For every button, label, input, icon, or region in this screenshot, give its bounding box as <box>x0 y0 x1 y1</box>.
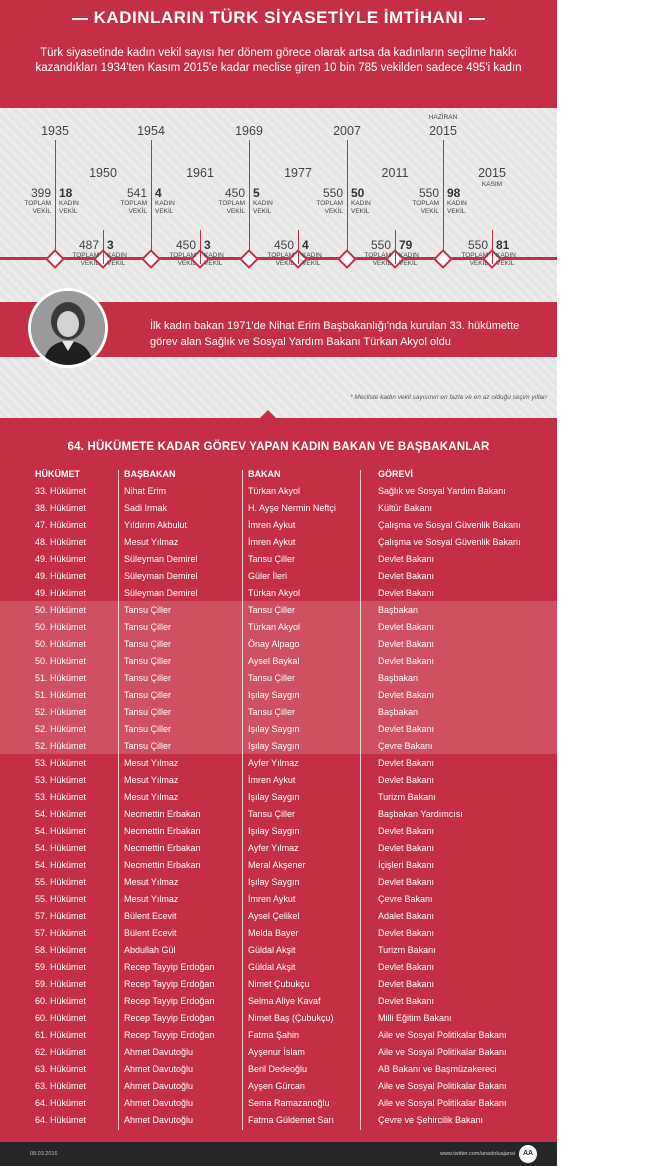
total-deputies-label: TOPLAM VEKİL <box>24 200 51 215</box>
table-row <box>0 994 557 1011</box>
row-minister: Ayfer Yılmaz <box>248 843 299 853</box>
timeline <box>0 108 557 418</box>
table-row <box>0 637 557 654</box>
row-government: 54. Hükümet <box>35 826 87 836</box>
row-minister: Işılay Saygın <box>248 741 300 751</box>
row-government: 38. Hükümet <box>35 503 87 513</box>
table-row <box>0 858 557 875</box>
row-minister: H. Ayşe Nermin Neftçi <box>248 503 336 513</box>
women-deputies-label: KADIN VEKİL <box>496 252 516 267</box>
page-title <box>0 8 557 28</box>
row-role: Başbakan <box>378 673 419 683</box>
row-role: Devlet Bakanı <box>378 724 435 734</box>
total-deputies-label: TOPLAM VEKİL <box>218 200 245 215</box>
col-header-pm: BAŞBAKAN <box>124 469 176 479</box>
row-government: 50. Hükümet <box>35 605 87 615</box>
total-deputies-label: TOPLAM VEKİL <box>267 252 294 267</box>
stat-divider <box>103 230 104 264</box>
row-prime-minister: Necmettin Erbakan <box>124 809 201 819</box>
women-deputies-label: KADIN VEKİL <box>59 200 79 215</box>
row-prime-minister: Tansu Çiller <box>124 673 172 683</box>
table-row <box>0 1062 557 1079</box>
women-deputies: 81 <box>496 238 510 252</box>
row-role: Sağlık ve Sosyal Yardım Bakanı <box>378 486 506 496</box>
row-government: 49. Hükümet <box>35 554 87 564</box>
table-row <box>0 875 557 892</box>
stat-divider <box>249 178 250 212</box>
row-government: 52. Hükümet <box>35 741 87 751</box>
row-minister: Fatma Şahin <box>248 1030 300 1040</box>
row-prime-minister: Tansu Çiller <box>124 707 172 717</box>
timeline-year: 1969 <box>235 124 263 138</box>
row-role: Turizm Bakanı <box>378 945 436 955</box>
row-prime-minister: Necmettin Erbakan <box>124 843 201 853</box>
title-rule-left <box>72 18 88 20</box>
row-role: Devlet Bakanı <box>378 826 435 836</box>
total-deputies-label: TOPLAM VEKİL <box>169 252 196 267</box>
row-minister: Aysel Baykal <box>248 656 300 666</box>
row-minister: Tansu Çiller <box>248 673 296 683</box>
row-government: 50. Hükümet <box>35 622 87 632</box>
row-government: 53. Hükümet <box>35 775 87 785</box>
table-row <box>0 790 557 807</box>
row-minister: Tansu Çiller <box>248 707 296 717</box>
timeline-year: 1977 <box>284 166 312 180</box>
table-row <box>0 1113 557 1130</box>
row-minister: İmren Aykut <box>248 894 296 904</box>
table-row <box>0 722 557 739</box>
row-government: 64. Hükümet <box>35 1115 87 1125</box>
row-role: Aile ve Sosyal Politikalar Bakanı <box>378 1047 507 1057</box>
row-government: 55. Hükümet <box>35 877 87 887</box>
row-prime-minister: Mesut Yılmaz <box>124 758 179 768</box>
row-minister: Ayşenur İslam <box>248 1047 305 1057</box>
row-government: 50. Hükümet <box>35 639 87 649</box>
row-role: Devlet Bakanı <box>378 758 435 768</box>
title-text: KADINLARIN TÜRK SİYASETİYLE İMTİHANI <box>93 8 464 27</box>
row-prime-minister: Bülent Ecevit <box>124 928 177 938</box>
col-header-role: GÖREVİ <box>378 469 414 479</box>
footer-date: 08.03.2016 <box>30 1151 58 1157</box>
footer-website: www.twitter.com/anadoluajansi <box>440 1151 515 1157</box>
table-row <box>0 977 557 994</box>
row-minister: Işılay Saygın <box>248 690 300 700</box>
row-minister: Selma Aliye Kavaf <box>248 996 321 1006</box>
timeline-year: 1935 <box>41 124 69 138</box>
timeline-year: 1950 <box>89 166 117 180</box>
total-deputies-label: TOPLAM VEKİL <box>364 252 391 267</box>
women-deputies-label: KADIN VEKİL <box>302 252 322 267</box>
stat-divider <box>443 178 444 212</box>
row-prime-minister: Necmettin Erbakan <box>124 826 201 836</box>
table-row <box>0 705 557 722</box>
table-row <box>0 535 557 552</box>
row-role: Devlet Bakanı <box>378 571 435 581</box>
row-prime-minister: Mesut Yılmaz <box>124 792 179 802</box>
table-row <box>0 960 557 977</box>
row-prime-minister: Mesut Yılmaz <box>124 877 179 887</box>
row-government: 58. Hükümet <box>35 945 87 955</box>
row-prime-minister: Tansu Çiller <box>124 605 172 615</box>
row-prime-minister: Tansu Çiller <box>124 690 172 700</box>
row-minister: Tansu Çiller <box>248 605 296 615</box>
row-minister: İmren Aykut <box>248 537 296 547</box>
first-minister-text: İlk kadın bakan 1971'de Nihat Erim Başbakanlığı'nda kurulan 33. hükümette görev alan Sağlık ve Sosyal Yardım Bakanı Türkan Akyol oldu <box>150 320 520 348</box>
row-prime-minister: Sadi Irmak <box>124 503 168 513</box>
timeline-year: 1954 <box>137 124 165 138</box>
stat-divider <box>200 230 201 264</box>
row-role: Başbakan <box>378 605 419 615</box>
row-minister: Türkan Akyol <box>248 486 301 496</box>
row-minister: Işılay Saygın <box>248 724 300 734</box>
row-minister: Meral Akşener <box>248 860 306 870</box>
row-government: 52. Hükümet <box>35 707 87 717</box>
women-deputies: 5 <box>253 186 260 200</box>
row-government: 59. Hükümet <box>35 979 87 989</box>
total-deputies: 550 <box>467 238 488 252</box>
row-prime-minister: Recep Tayyip Erdoğan <box>124 996 215 1006</box>
row-role: Çevre Bakanı <box>378 894 433 904</box>
row-government: 61. Hükümet <box>35 1030 87 1040</box>
row-prime-minister: Necmettin Erbakan <box>124 860 201 870</box>
table-row <box>0 1096 557 1113</box>
row-government: 51. Hükümet <box>35 673 87 683</box>
total-deputies: 550 <box>418 186 439 200</box>
row-role: Çevre ve Şehircilik Bakanı <box>378 1115 484 1125</box>
table-row <box>0 739 557 756</box>
row-prime-minister: Ahmet Davutoğlu <box>124 1098 194 1108</box>
row-prime-minister: Süleyman Demirel <box>124 554 198 564</box>
row-prime-minister: Ahmet Davutoğlu <box>124 1064 194 1074</box>
timeline-year-suffix: KASIM <box>481 181 503 188</box>
row-government: 50. Hükümet <box>35 656 87 666</box>
table-row <box>0 1028 557 1045</box>
col-header-gov: HÜKÜMET <box>35 469 80 479</box>
table-row <box>0 824 557 841</box>
row-government: 60. Hükümet <box>35 1013 87 1023</box>
table-title: 64. HÜKÜMETE KADAR GÖREV YAPAN KADIN BAKAN VE BAŞBAKANLAR <box>67 441 490 453</box>
row-prime-minister: Ahmet Davutoğlu <box>124 1081 194 1091</box>
table-row <box>0 586 557 603</box>
timeline-year-prefix: HAZİRAN <box>428 114 458 121</box>
row-minister: Melda Bayer <box>248 928 299 938</box>
table-body <box>0 484 557 1130</box>
row-prime-minister: Recep Tayyip Erdoğan <box>124 1013 215 1023</box>
row-minister: Işılay Saygın <box>248 792 300 802</box>
women-deputies-label: KADIN VEKİL <box>399 252 419 267</box>
row-government: 47. Hükümet <box>35 520 87 530</box>
table-row <box>0 892 557 909</box>
table-row <box>0 484 557 501</box>
row-role: Aile ve Sosyal Politikalar Bakanı <box>378 1030 507 1040</box>
timeline-note: * Mecliste kadın vekil sayısının en fazla ve en az olduğu seçim yılları <box>350 394 547 401</box>
stat-divider <box>298 230 299 264</box>
women-deputies-label: KADIN VEKİL <box>155 200 175 215</box>
table-row <box>0 756 557 773</box>
women-deputies-label: KADIN VEKİL <box>351 200 371 215</box>
women-deputies-label: KADIN VEKİL <box>253 200 273 215</box>
row-government: 63. Hükümet <box>35 1081 87 1091</box>
row-role: Çevre Bakanı <box>378 741 433 751</box>
table-row <box>0 671 557 688</box>
row-role: Devlet Bakanı <box>378 554 435 564</box>
total-deputies-label: TOPLAM VEKİL <box>120 200 147 215</box>
row-role: Başbakan Yardımcısı <box>378 809 463 819</box>
table-row <box>0 518 557 535</box>
row-role: Devlet Bakanı <box>378 690 435 700</box>
total-deputies: 541 <box>126 186 147 200</box>
row-prime-minister: Ahmet Davutoğlu <box>124 1115 194 1125</box>
row-role: Adalet Bakanı <box>378 911 435 921</box>
timeline-year: 2007 <box>333 124 361 138</box>
timeline-year: 2011 <box>381 166 409 180</box>
timeline-year: 2015 <box>478 166 506 180</box>
women-deputies: 3 <box>204 238 211 252</box>
row-government: 54. Hükümet <box>35 809 87 819</box>
row-government: 57. Hükümet <box>35 911 87 921</box>
row-role: İçişleri Bakanı <box>378 860 435 870</box>
women-deputies: 4 <box>302 238 309 252</box>
table-row <box>0 1079 557 1096</box>
row-minister: Güldal Akşit <box>248 945 296 955</box>
total-deputies-label: TOPLAM VEKİL <box>461 252 488 267</box>
row-role: Devlet Bakanı <box>378 996 435 1006</box>
women-deputies: 79 <box>399 238 413 252</box>
women-deputies: 4 <box>155 186 162 200</box>
row-prime-minister: Tansu Çiller <box>124 656 172 666</box>
row-prime-minister: Mesut Yılmaz <box>124 894 179 904</box>
row-prime-minister: Süleyman Demirel <box>124 571 198 581</box>
women-deputies: 98 <box>447 186 461 200</box>
row-minister: Sema Ramazanoğlu <box>248 1098 330 1108</box>
row-role: Başbakan <box>378 707 419 717</box>
row-minister: Güler İleri <box>248 571 288 581</box>
row-government: 53. Hükümet <box>35 758 87 768</box>
table-row <box>0 926 557 943</box>
row-prime-minister: Recep Tayyip Erdoğan <box>124 1030 215 1040</box>
row-government: 33. Hükümet <box>35 486 87 496</box>
table-row <box>0 841 557 858</box>
row-minister: Tansu Çiller <box>248 809 296 819</box>
row-role: Devlet Bakanı <box>378 656 435 666</box>
table-row <box>0 943 557 960</box>
women-deputies: 18 <box>59 186 73 200</box>
total-deputies: 550 <box>322 186 343 200</box>
row-prime-minister: Recep Tayyip Erdoğan <box>124 962 215 972</box>
total-deputies: 450 <box>175 238 196 252</box>
row-minister: Işılay Saygın <box>248 826 300 836</box>
row-minister: Türkan Akyol <box>248 622 301 632</box>
stat-divider <box>492 230 493 264</box>
row-prime-minister: Tansu Çiller <box>124 724 172 734</box>
row-prime-minister: Mesut Yılmaz <box>124 775 179 785</box>
row-role: Çalışma ve Sosyal Güvenlik Bakanı <box>378 520 521 530</box>
row-prime-minister: Tansu Çiller <box>124 639 172 649</box>
row-prime-minister: Bülent Ecevit <box>124 911 177 921</box>
row-minister: Ayşen Gürcan <box>248 1081 305 1091</box>
row-minister: Türkan Akyol <box>248 588 301 598</box>
row-role: Devlet Bakanı <box>378 843 435 853</box>
women-deputies: 3 <box>107 238 114 252</box>
row-minister: Fatma Güldemet Sarı <box>248 1115 335 1125</box>
row-role: Devlet Bakanı <box>378 877 435 887</box>
total-deputies: 450 <box>224 186 245 200</box>
row-government: 62. Hükümet <box>35 1047 87 1057</box>
row-minister: Beril Dedeoğlu <box>248 1064 308 1074</box>
row-government: 52. Hükümet <box>35 724 87 734</box>
stat-divider <box>395 230 396 264</box>
aa-logo-icon: AA <box>519 1145 537 1163</box>
women-deputies-label: KADIN VEKİL <box>107 252 127 267</box>
row-government: 60. Hükümet <box>35 996 87 1006</box>
total-deputies: 550 <box>370 238 391 252</box>
row-minister: Tansu Çiller <box>248 554 296 564</box>
row-role: Çalışma ve Sosyal Güvenlik Bakanı <box>378 537 521 547</box>
table-row <box>0 688 557 705</box>
row-government: 54. Hükümet <box>35 843 87 853</box>
stat-divider <box>347 178 348 212</box>
row-minister: Önay Alpago <box>248 639 300 649</box>
stat-divider <box>151 178 152 212</box>
women-deputies-label: KADIN VEKİL <box>204 252 224 267</box>
row-government: 49. Hükümet <box>35 571 87 581</box>
total-deputies-label: TOPLAM VEKİL <box>316 200 343 215</box>
row-government: 64. Hükümet <box>35 1098 87 1108</box>
row-prime-minister: Süleyman Demirel <box>124 588 198 598</box>
row-prime-minister: Tansu Çiller <box>124 741 172 751</box>
row-government: 48. Hükümet <box>35 537 87 547</box>
row-role: Devlet Bakanı <box>378 775 435 785</box>
row-minister: İmren Aykut <box>248 520 296 530</box>
table-row <box>0 501 557 518</box>
table-row <box>0 620 557 637</box>
table-row <box>0 654 557 671</box>
row-prime-minister: Yıldırım Akbulut <box>124 520 188 530</box>
row-role: Kültür Bakanı <box>378 503 433 513</box>
total-deputies: 450 <box>273 238 294 252</box>
row-role: Devlet Bakanı <box>378 979 435 989</box>
timeline-year: 2015 <box>429 124 457 138</box>
row-role: Aile ve Sosyal Politikalar Bakanı <box>378 1098 507 1108</box>
row-prime-minister: Tansu Çiller <box>124 622 172 632</box>
row-prime-minister: Recep Tayyip Erdoğan <box>124 979 215 989</box>
row-prime-minister: Mesut Yılmaz <box>124 537 179 547</box>
row-minister: Işılay Saygın <box>248 877 300 887</box>
table-row <box>0 569 557 586</box>
total-deputies-label: TOPLAM VEKİL <box>72 252 99 267</box>
row-role: Devlet Bakanı <box>378 928 435 938</box>
row-role: Aile ve Sosyal Politikalar Bakanı <box>378 1081 507 1091</box>
total-deputies: 487 <box>78 238 99 252</box>
subtitle: Türk siyasetinde kadın vekil sayısı her dönem görece olarak artsa da kadınların seçilme hakkı kazandıkları 1934'ten Kasım 2015'e kadar meclise giren 10 bin 785 vekilden sadece 495'i kadın <box>35 47 522 74</box>
women-deputies-label: KADIN VEKİL <box>447 200 467 215</box>
row-role: Devlet Bakanı <box>378 622 435 632</box>
row-role: AB Bakanı ve Başmüzakereci <box>378 1064 497 1074</box>
row-government: 63. Hükümet <box>35 1064 87 1074</box>
row-minister: Güldal Akşit <box>248 962 296 972</box>
table-row <box>0 1045 557 1062</box>
portrait-photo <box>28 288 108 368</box>
row-government: 57. Hükümet <box>35 928 87 938</box>
row-government: 49. Hükümet <box>35 588 87 598</box>
row-government: 51. Hükümet <box>35 690 87 700</box>
row-role: Devlet Bakanı <box>378 962 435 972</box>
row-role: Devlet Bakanı <box>378 588 435 598</box>
row-minister: İmren Aykut <box>248 775 296 785</box>
row-minister: Ayfer Yılmaz <box>248 758 299 768</box>
row-minister: Nimet Baş (Çubukçu) <box>248 1013 334 1023</box>
stat-divider <box>55 178 56 212</box>
table-row <box>0 552 557 569</box>
row-government: 53. Hükümet <box>35 792 87 802</box>
row-prime-minister: Abdullah Gül <box>124 945 176 955</box>
total-deputies-label: TOPLAM VEKİL <box>412 200 439 215</box>
women-deputies: 50 <box>351 186 365 200</box>
table-row <box>0 773 557 790</box>
row-role: Milli Eğitim Bakanı <box>378 1013 452 1023</box>
total-deputies: 399 <box>30 186 51 200</box>
row-government: 55. Hükümet <box>35 894 87 904</box>
row-prime-minister: Ahmet Davutoğlu <box>124 1047 194 1057</box>
table-row <box>0 1011 557 1028</box>
table-row <box>0 603 557 620</box>
title-rule-right <box>469 18 485 20</box>
row-minister: Aysel Çelikel <box>248 911 300 921</box>
timeline-year: 1961 <box>186 166 214 180</box>
row-minister: Nimet Çubukçu <box>248 979 310 989</box>
row-role: Devlet Bakanı <box>378 639 435 649</box>
row-government: 59. Hükümet <box>35 962 87 972</box>
row-prime-minister: Nihat Erim <box>124 486 167 496</box>
footer <box>0 1142 557 1166</box>
table-row <box>0 807 557 824</box>
table-row <box>0 909 557 926</box>
row-government: 54. Hükümet <box>35 860 87 870</box>
row-role: Turizm Bakanı <box>378 792 436 802</box>
col-header-minister: BAKAN <box>248 469 281 479</box>
portrait-icon <box>31 291 105 365</box>
